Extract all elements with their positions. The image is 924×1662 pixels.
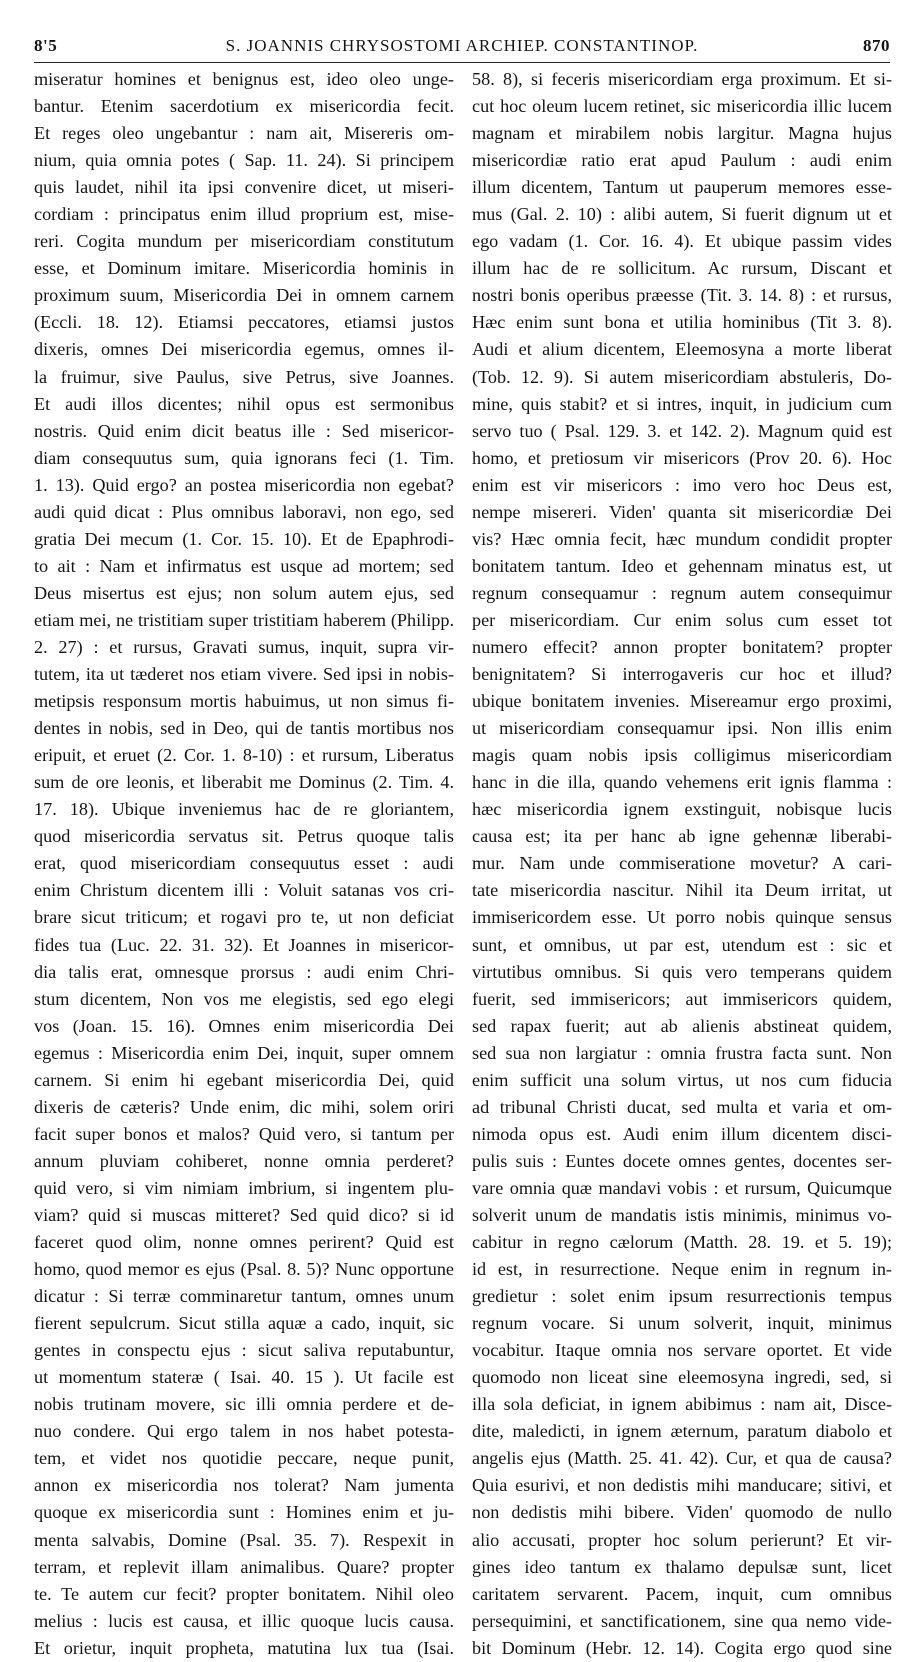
text-line: benignitatem? Si interrogaveris cur hoc et illud? (472, 664, 892, 685)
text-line: mine, quis stabit? et si intres, inquit, in judicium cum (472, 393, 892, 414)
text-line: erat, quod misericordiam consequutus esset : audi (34, 853, 454, 874)
text-line: Et audi illos dicentes; nihil opus est sermonibus (34, 393, 454, 414)
text-line: Audi et alium dicentem, Eleemosyna a morte liberat (472, 339, 892, 360)
text-line: Hæc enim sunt bona et utilia hominibus (Tit 3. 8). (472, 312, 892, 333)
text-line: gredietur : solet enim ipsum resurrectionis tempus (472, 1286, 892, 1307)
text-line: alio accusati, propter hoc solum perierunt? Et vir- (472, 1529, 892, 1550)
text-line: tutem, ita ut tæderet nos etiam vivere. Sed ipsi in nobis- (34, 664, 454, 685)
text-line: la fruimur, sive Paulus, sive Petrus, sive Joannes. (34, 366, 454, 387)
text-line: numero effecit? annon propter bonitatem? propter (472, 636, 892, 657)
text-line: persequimini, et sanctificationem, sine qua nemo vide- (472, 1610, 892, 1631)
text-line: enim sufficit una solum virtus, ut nos cum fiducia (472, 1069, 892, 1090)
text-line: magis quam nobis ipsis colligimus misericordiam (472, 745, 892, 766)
text-line: nimoda opus est. Audi enim illum dicentem disci- (472, 1123, 892, 1144)
text-line: 58. 8), si feceris misericordiam erga proximum. Et si- (472, 69, 892, 89)
text-line: vocabitur. Itaque omnia nos servare oportet. Et vide (472, 1340, 892, 1361)
text-line: sum de ore leonis, et liberabit me Dominus (2. Tim. 4. (34, 772, 454, 793)
text-line: tem, et videt nos quotidie peccare, neque punit, (34, 1448, 454, 1469)
text-line: servo tuo ( Psal. 129. 3. et 142. 2). Magnum quid est (472, 420, 892, 441)
text-line: melius : lucis est causa, et illic quoque lucis causa. (34, 1610, 454, 1631)
text-line: proximum suum, Misericordia Dei in omnem carnem (34, 285, 454, 306)
text-line: nostris. Quid enim dicit beatus ille : Sed misericor- (34, 420, 454, 441)
text-line: sed rapax fuerit; aut ab alienis abstineat quidem, (472, 1015, 892, 1036)
text-line: nempe misereri. Viden' quanta sit misericordiæ Dei (472, 501, 892, 522)
text-line: quomodo non liceat sine eleemosyna ingredi, sed, si (472, 1367, 892, 1388)
text-line: vos (Joan. 15. 16). Omnes enim misericordia Dei (34, 1015, 454, 1036)
text-line: bantur. Etenim sacerdotium ex misericordia fecit. (34, 96, 454, 117)
text-line: faceret quod olim, nonne omnes perirent? Quid est (34, 1232, 454, 1253)
text-line: Et reges oleo ungebantur : nam ait, Misereris om- (34, 123, 454, 144)
text-line: reri. Cogita mundum per misericordiam constitutum (34, 231, 454, 252)
text-line: solverit unum de mandatis istis minimis, minimus vo- (472, 1204, 892, 1225)
text-line: sunt, et omnibus, ut par est, utendum est : sic et (472, 934, 892, 955)
text-line: mur. Nam unde commiseratione movetur? A cari- (472, 853, 892, 874)
text-line: gratia Dei mecum (1. Cor. 15. 10). Et de Epaphrodi- (34, 528, 454, 549)
text-line: brare sicut triticum; et rogavi pro te, ut non deficiat (34, 907, 454, 928)
text-line: dite, maledicti, in ignem æternum, paratum diabolo et (472, 1421, 892, 1442)
text-line: facit super bonos et malos? Quid vero, si tantum per (34, 1123, 454, 1144)
text-line: enim est vir misericors : imo vero hoc Deus est, (472, 474, 892, 495)
text-line: illum dicentem, Tantum ut pauperum memores esse- (472, 177, 892, 198)
text-line: quis laudet, nihil ita ipsi convenire dicet, ut miseri- (34, 177, 454, 198)
text-line: gines ideo tantum ex thalamo depulsæ sunt, licet (472, 1556, 892, 1577)
text-line: quid vero, si vim nimiam imbrium, si ingentem plu- (34, 1177, 454, 1198)
text-line: immisericordem esse. Ut porro nobis quinque sensus (472, 907, 892, 928)
text-line: fierent sepulcrum. Sicut stilla aquæ a cado, inquit, sic (34, 1313, 454, 1334)
text-line: tate misericordia nascitur. Nihil ita Deum irritat, ut (472, 880, 892, 901)
text-line: nobis trutinam movere, sic illi omnia perdere et de- (34, 1394, 454, 1415)
text-line: caritatem servarent. Pacem, inquit, cum omnibus (472, 1583, 892, 1604)
text-line: ad tribunal Christi ducat, sed multa et varia et om- (472, 1096, 892, 1117)
text-line: regnum consequamur : regnum autem consequimur (472, 582, 892, 603)
text-line: mus (Gal. 2. 10) : alibi autem, Si fuerit dignum ut et (472, 204, 892, 225)
text-line: illa sola deficiat, in ignem abibimus : nam ait, Disce- (472, 1394, 892, 1415)
text-line: ubique bonitatem invenies. Misereamur ergo proximi, (472, 691, 892, 712)
text-line: vis? Hæc omnia fecit, hæc mundum condidit propter (472, 528, 892, 549)
text-line: per misericordiam. Cur enim solus cum esset tot (472, 609, 892, 630)
text-line: Quia esurivi, et non dedistis mihi manducare; sitivi, et (472, 1475, 892, 1496)
text-line: miseratur homines et benignus est, ideo oleo unge- (34, 69, 454, 89)
text-line: carnem. Si enim hi egebant misericordia Dei, quid (34, 1069, 454, 1090)
text-line: magnam et mirabilem nobis largitur. Magna hujus (472, 123, 892, 144)
text-line: nostri bonis operibus præesse (Tit. 3. 14. 8) : et rursus, (472, 285, 892, 306)
running-title: S. JOANNIS CHRYSOSTOMI ARCHIEP. CONSTANTINOP. (225, 36, 699, 55)
text-line: (Tob. 12. 9). Si autem misericordiam abstuleris, Do- (472, 366, 892, 387)
text-line: vare omnia quæ mandavi vobis : et rursum, Quicumque (472, 1177, 892, 1198)
text-line: cordiam : principatus enim illud proprium est, mise- (34, 204, 454, 225)
text-line: dixeris, omnes Dei misericordia egemus, omnes il- (34, 339, 454, 360)
text-line: eripuit, et eruet (2. Cor. 1. 8-10) : et rursum, Liberatus (34, 745, 454, 766)
text-line: homo, et pretiosum vir misericors (Prov 20. 6). Hoc (472, 447, 892, 468)
text-line: dia talis erat, omnesque prorsus : audi enim Chri- (34, 961, 454, 982)
text-line: bit Dominum (Hebr. 12. 14). Cogita ergo quod sine (472, 1637, 892, 1658)
text-line: viam? quid si muscas mitteret? Sed quid dico? si id (34, 1204, 454, 1225)
text-line: terram, et replevit illam animalibus. Quare? propter (34, 1556, 454, 1577)
page-number-left: 8'5 (34, 36, 58, 55)
text-line: cut hoc oleum lucem retinet, sic misericordia illic lucem (472, 96, 892, 117)
text-line: metipsis responsum mortis habuimus, ut non simus fi- (34, 691, 454, 712)
text-line: dicatur : Si terræ comminaretur tantum, omnes unum (34, 1286, 454, 1307)
text-line: diam consequutus sum, quia ignorans feci (1. Tim. (34, 447, 454, 468)
text-line: annum pluviam cohiberet, nonne omnia perderet? (34, 1150, 454, 1171)
text-line: egemus : Misericordia enim Dei, inquit, super omnem (34, 1042, 454, 1063)
text-line: cabitur in regno cælorum (Matth. 28. 19. et 5. 19); (472, 1232, 892, 1253)
text-line: 17. 18). Ubique inveniemus hac de re gloriantem, (34, 799, 454, 820)
page-header (34, 36, 890, 63)
page-number-right: 870 (863, 36, 890, 55)
text-line: etiam mei, ne tristitiam super tristitiam haberem (Philipp. (34, 609, 454, 630)
text-line: menta salvabis, Domine (Psal. 35. 7). Respexit in (34, 1529, 454, 1550)
text-line: illum hac de re sollicitum. Ac rursum, Discant et (472, 258, 892, 279)
text-line: non dedistis mihi bibere. Viden' quomodo de nullo (472, 1502, 892, 1523)
text-line: 1. 13). Quid ergo? an postea misericordia non egebat? (34, 474, 454, 495)
text-line: Deus misertus est ejus; non solum autem ejus, sed (34, 582, 454, 603)
text-line: hæc misericordia ignem exstinguit, nobisque lucis (472, 799, 892, 820)
text-line: sed sua non largiatur : omnia frustra facta sunt. Non (472, 1042, 892, 1063)
text-line: ego vadam (1. Cor. 16. 4). Et ubique passim vides (472, 231, 892, 252)
text-line: ut misericordiam consequamur ipsi. Non illis enim (472, 718, 892, 739)
text-line: nium, quia omnia potes ( Sap. 11. 24). Si principem (34, 150, 454, 171)
text-line: esse, et Dominum imitare. Misericordia hominis in (34, 258, 454, 279)
text-line: audi quid dicat : Plus omnibus laboravi, non ego, sed (34, 501, 454, 522)
text-line: quoque ex misericordia sunt : Homines enim et ju- (34, 1502, 454, 1523)
text-line: ut momentum stateræ ( Isai. 40. 15 ). Ut facile est (34, 1367, 454, 1388)
text-line: Et orietur, inquit propheta, matutina lux tua (Isai. (34, 1637, 454, 1658)
text-line: pulis suis : Euntes docete omnes gentes, docentes ser- (472, 1150, 892, 1171)
text-column-left (34, 66, 454, 1658)
text-line: bonitatem tantum. Ideo et gehennam minatus est, ut (472, 555, 892, 576)
text-line: nuo condere. Qui ergo talem in nos habet potesta- (34, 1421, 454, 1442)
text-line: annon ex misericordia nos tolerat? Nam jumenta (34, 1475, 454, 1496)
text-line: fuerit, sed immisericors; aut immisericors quidem, (472, 988, 892, 1009)
text-line: stum dicentem, Non vos me elegistis, sed ego elegi (34, 988, 454, 1009)
text-line: quod misericordia servatus sit. Petrus quoque talis (34, 826, 454, 847)
text-line: regnum vocare. Si unum solverit, inquit, minimus (472, 1313, 892, 1334)
text-line: angelis ejus (Matth. 25. 41. 42). Cur, et qua de causa? (472, 1448, 892, 1469)
text-line: enim Christum dicentem illi : Voluit satanas vos cri- (34, 880, 454, 901)
text-line: fides tua (Luc. 22. 31. 32). Et Joannes in misericor- (34, 934, 454, 955)
text-line: causa est; ita per hanc ab igne gehennæ liberabi- (472, 826, 892, 847)
text-line: (Eccli. 18. 12). Etiamsi peccatores, etiamsi justos (34, 312, 454, 333)
text-line: homo, quod memor es ejus (Psal. 8. 5)? Nunc opportune (34, 1259, 454, 1280)
text-line: misericordiæ ratio erat apud Paulum : audi enim (472, 150, 892, 171)
text-line: virtutibus omnibus. Si quis vero temperans quidem (472, 961, 892, 982)
text-line: hanc in die illa, quando vehemens erit ignis flamma : (472, 772, 892, 793)
text-line: te. Te autem cur fecit? propter bonitatem. Nihil oleo (34, 1583, 454, 1604)
text-line: dentes in nobis, sed in Deo, qui de tantis mortibus nos (34, 718, 454, 739)
text-line: id est, in resurrectione. Neque enim in regnum in- (472, 1259, 892, 1280)
text-line: gentes in conspectu ejus : sicut saliva reputabuntur, (34, 1340, 454, 1361)
text-line: to ait : Nam et infirmatus est usque ad mortem; sed (34, 555, 454, 576)
text-column-right (472, 66, 892, 1658)
text-line: 2. 27) : et rursus, Gravati sumus, inquit, supra vir- (34, 636, 454, 657)
text-line: dixeris de cæteris? Unde enim, dic mihi, solem oriri (34, 1096, 454, 1117)
